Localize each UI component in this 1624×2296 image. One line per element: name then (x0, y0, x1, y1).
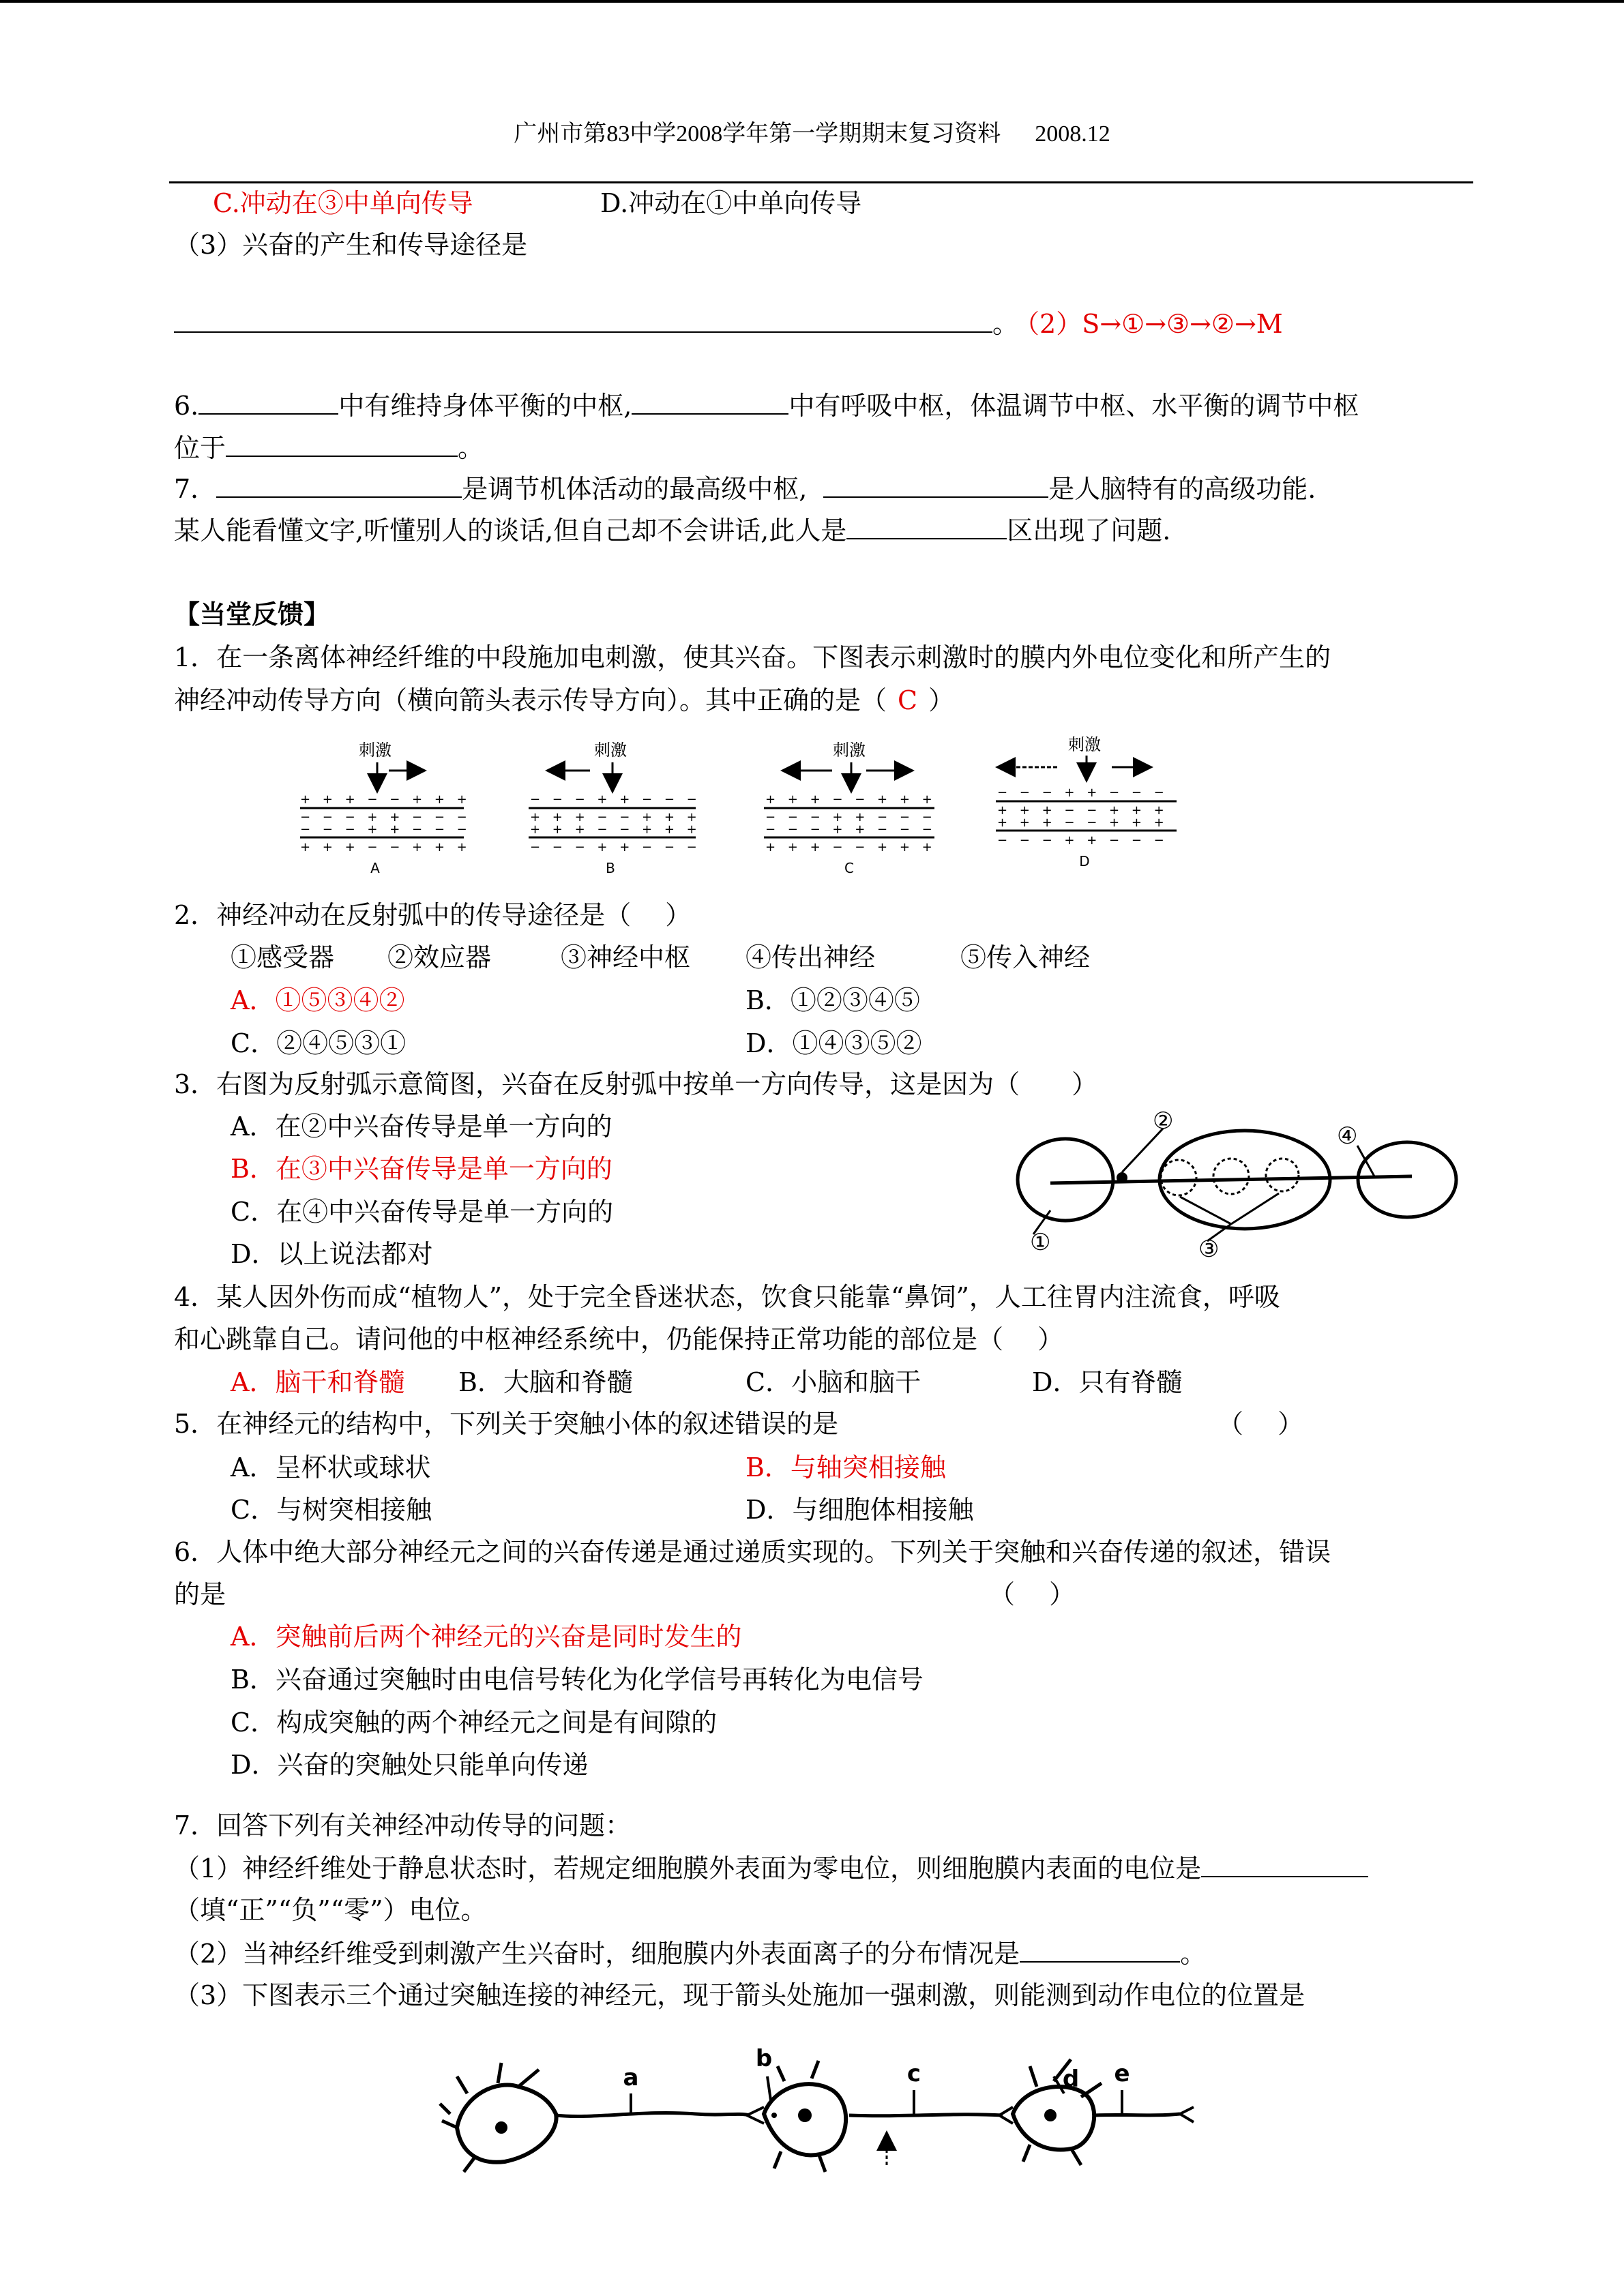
header-date: 2008.12 (1035, 121, 1110, 147)
f3-option-a: A．在②中兴奋传导是单一方向的 (231, 1112, 612, 1142)
f7-part2-blank[interactable] (1020, 1937, 1180, 1963)
q7-text1: 是调节机体活动的最高级中枢, (462, 474, 808, 504)
answer-path: （2）S→①→③→②→M (1027, 309, 1283, 339)
f2-option-b: B．①②③④⑤ (745, 985, 920, 1015)
f2-item-5: ⑤传入神经 (960, 942, 1091, 972)
f2-option-a: A．①⑤③④② (231, 985, 405, 1015)
answer-blank[interactable] (174, 307, 992, 333)
q7-line1 (174, 472, 1316, 505)
f2-item-2: ②效应器 (387, 942, 492, 972)
neuron-label-e: e (1114, 2060, 1130, 2087)
f5-option-b: B．与轴突相接触 (745, 1452, 946, 1482)
header-title: 广州市第83中学2008学年第一学期期末复习资料 (514, 121, 1001, 147)
svg-text:+ + + − − + + +: + + + − − + + + (997, 803, 1168, 818)
q6-blank3[interactable] (226, 431, 458, 457)
q7-text2: 是人脑特有的高级功能. (1048, 474, 1316, 504)
svg-text:+ + + − − + + +: + + + − − + + + (300, 792, 471, 807)
f6-line1: 6．人体中绝大部分神经元之间的兴奋传递是通过递质实现的。下列关于突触和兴奋传递的叙述，错误 (174, 1537, 1331, 1567)
f2-question: 2．神经冲动在反射弧中的传导途径是（ ） (174, 900, 692, 930)
svg-text:+ + + − − + + +: + + + − − + + + (765, 840, 936, 854)
panel-b-label: B (606, 860, 615, 876)
f1-line2 (174, 684, 954, 717)
f7-part2-text: （2）当神经纤维受到刺激产生兴奋时，细胞膜内外表面离子的分布情况是 (174, 1939, 1020, 1969)
reflex-label-2: ② (1153, 1107, 1174, 1135)
panel-a-label: A (370, 860, 380, 876)
top-border (0, 0, 1624, 3)
f4-option-a: A．脑干和脊髓 (231, 1367, 405, 1397)
q7-text4: 区出现了问题. (1007, 516, 1171, 546)
svg-text:+ + + − − + + +: + + + − − + + + (530, 822, 701, 837)
svg-text:− − − + + − − −: − − − + + − − − (300, 810, 471, 824)
f4-line1: 4．某人因外伤而成“植物人”，处于完全昏迷状态，饮食只能靠“鼻饲”，人工往胃内注流食，呼吸 (174, 1282, 1280, 1312)
q6-text1: 中有维持身体平衡的中枢, (338, 391, 632, 421)
svg-text:− − − + + − − −: − − − + + − − − (997, 833, 1168, 848)
feedback-title: 【当堂反馈】 (174, 599, 330, 629)
f7-part1-blank[interactable] (1201, 1851, 1368, 1877)
f6-option-d: D．兴奋的突触处只能单向传递 (231, 1750, 589, 1780)
q7-blank3[interactable] (846, 513, 1007, 539)
q6-blank1[interactable] (198, 389, 338, 415)
svg-text:− − − + + − − −: − − − + + − − − (530, 840, 701, 854)
top-answer-line (174, 307, 1283, 340)
f1-text: 神经冲动传导方向（横向箭头表示传导方向）。其中正确的是（ (174, 685, 887, 715)
f5-option-a: A．呈杯状或球状 (231, 1452, 431, 1482)
f7-part1b: （填“正”“负”“零”）电位。 (174, 1895, 487, 1925)
f6-line2: 的是 (174, 1579, 226, 1609)
q6-text2: 中有呼吸中枢，体温调节中枢、水平衡的调节中枢 (788, 391, 1359, 421)
f3-option-d: D．以上说法都对 (231, 1239, 433, 1269)
f7-part3: （3）下图表示三个通过突触连接的神经元，现于箭头处施加一强刺激，则能测到动作电位的位置是 (174, 1980, 1305, 2010)
q7-blank2[interactable] (823, 472, 1048, 498)
f2-item-4: ④传出神经 (745, 942, 876, 972)
membrane-potential-figure (286, 730, 1187, 880)
f3-option-c: C．在④中兴奋传导是单一方向的 (231, 1197, 614, 1227)
panel-a (300, 741, 471, 876)
svg-text:+ + + − − + + +: + + + − − + + + (300, 840, 471, 854)
answer-end: 。 (992, 309, 1019, 339)
q7-text3: 某人能看懂文字,听懂别人的谈话,但自己却不会讲话,此人是 (174, 516, 847, 546)
top-q3: （3）兴奋的产生和传导途径是 (174, 230, 528, 260)
f3-option-b: B．在③中兴奋传导是单一方向的 (231, 1154, 612, 1184)
svg-text:− − − + + − − −: − − − + + − − − (765, 822, 936, 837)
f5-option-c: C．与树突相接触 (231, 1495, 432, 1525)
f4-option-c: C．小脑和脑干 (745, 1367, 921, 1397)
q7-line2 (174, 513, 1170, 547)
svg-text:+ + + − − + + +: + + + − − + + + (530, 810, 701, 824)
f6-option-b: B．兴奋通过突触时由电信号转化为化学信号再转化为电信号 (231, 1665, 924, 1695)
svg-text:+ + + − − + + +: + + + − − + + + (997, 816, 1168, 830)
f2-option-d: D．①④③⑤② (745, 1028, 922, 1058)
panel-c-stim-label: 刺激 (833, 741, 866, 760)
f3-question: 3．右图为反射弧示意简图，兴奋在反射弧中按单一方向传导，这是因为（ ） (174, 1069, 1098, 1099)
top-option-d: D.冲动在①中单向传导 (600, 188, 862, 218)
q6-text3: 位于 (174, 433, 226, 463)
svg-text:− − − + + − − −: − − − + + − − − (300, 822, 471, 837)
q6-line2 (174, 431, 484, 464)
svg-text:+ + + − − + + +: + + + − − + + + (765, 792, 936, 807)
top-option-c: C.冲动在③中单向传导 (213, 188, 473, 218)
reflex-label-3: ③ (1198, 1236, 1220, 1258)
header-rule (169, 181, 1473, 183)
reflex-label-4: ④ (1337, 1122, 1358, 1150)
q6-num: 6. (174, 391, 199, 421)
q7-blank1[interactable] (216, 472, 462, 498)
panel-b (529, 741, 701, 876)
q6-end: 。 (458, 433, 484, 463)
f7-part1 (174, 1851, 1368, 1885)
f4-option-b: B．大脑和脊髓 (458, 1367, 633, 1397)
neuron-label-c: c (906, 2060, 921, 2087)
reflex-arc-figure (1009, 1101, 1473, 1258)
f6-paren: （ ） (989, 1579, 1076, 1609)
q6-blank2[interactable] (632, 389, 788, 415)
f2-item-1: ①感受器 (231, 942, 335, 972)
f1-answer: C (898, 685, 918, 715)
neuron-label-a: a (623, 2064, 639, 2091)
panel-c (764, 741, 936, 876)
f5-paren: （ ） (1217, 1409, 1304, 1439)
f4-option-d: D．只有脊髓 (1032, 1367, 1183, 1397)
f7-part2-end: 。 (1180, 1939, 1207, 1969)
f2-item-3: ③神经中枢 (561, 942, 691, 972)
panel-a-stim-label: 刺激 (359, 741, 392, 760)
neuron-label-d: d (1062, 2066, 1080, 2093)
f6-option-a: A．突触前后两个神经元的兴奋是同时发生的 (231, 1622, 742, 1652)
panel-d-label: D (1079, 853, 1090, 869)
q7-num: 7． (174, 474, 217, 504)
panel-b-stim-label: 刺激 (594, 741, 627, 760)
f7-question: 7．回答下列有关神经冲动传导的问题： (174, 1810, 632, 1840)
svg-text:− − − + + − − −: − − − + + − − − (530, 792, 701, 807)
neuron-label-b: b (755, 2045, 773, 2072)
panel-d (996, 735, 1177, 869)
f5-question: 5．在神经元的结构中，下列关于突触小体的叙述错误的是 (174, 1409, 839, 1439)
reflex-label-1: ① (1030, 1229, 1051, 1256)
f1-close: ） (928, 685, 955, 715)
f6-option-c: C．构成突触的两个神经元之间是有间隙的 (231, 1708, 718, 1738)
svg-text:− − − + + − − −: − − − + + − − − (765, 810, 936, 824)
f7-part2 (174, 1937, 1206, 1970)
three-neurons-figure (437, 2039, 1200, 2175)
panel-c-label: C (844, 860, 854, 876)
f1-line1: 1．在一条离体神经纤维的中段施加电刺激，使其兴奋。下图表示刺激时的膜内外电位变化和所产生的 (174, 642, 1331, 672)
f2-option-c: C．②④⑤③① (231, 1028, 407, 1058)
q6-line1 (174, 389, 1359, 422)
page-header (0, 115, 1624, 148)
f5-option-d: D．与细胞体相接触 (745, 1495, 974, 1525)
svg-text:− − − + + − − −: − − − + + − − − (997, 786, 1168, 800)
panel-d-stim-label: 刺激 (1068, 735, 1101, 754)
f7-part1-text: （1）神经纤维处于静息状态时，若规定细胞膜外表面为零电位，则细胞膜内表面的电位是 (174, 1853, 1202, 1883)
f4-line2: 和心跳靠自己。请问他的中枢神经系统中，仍能保持正常功能的部位是（ ） (174, 1324, 1064, 1354)
